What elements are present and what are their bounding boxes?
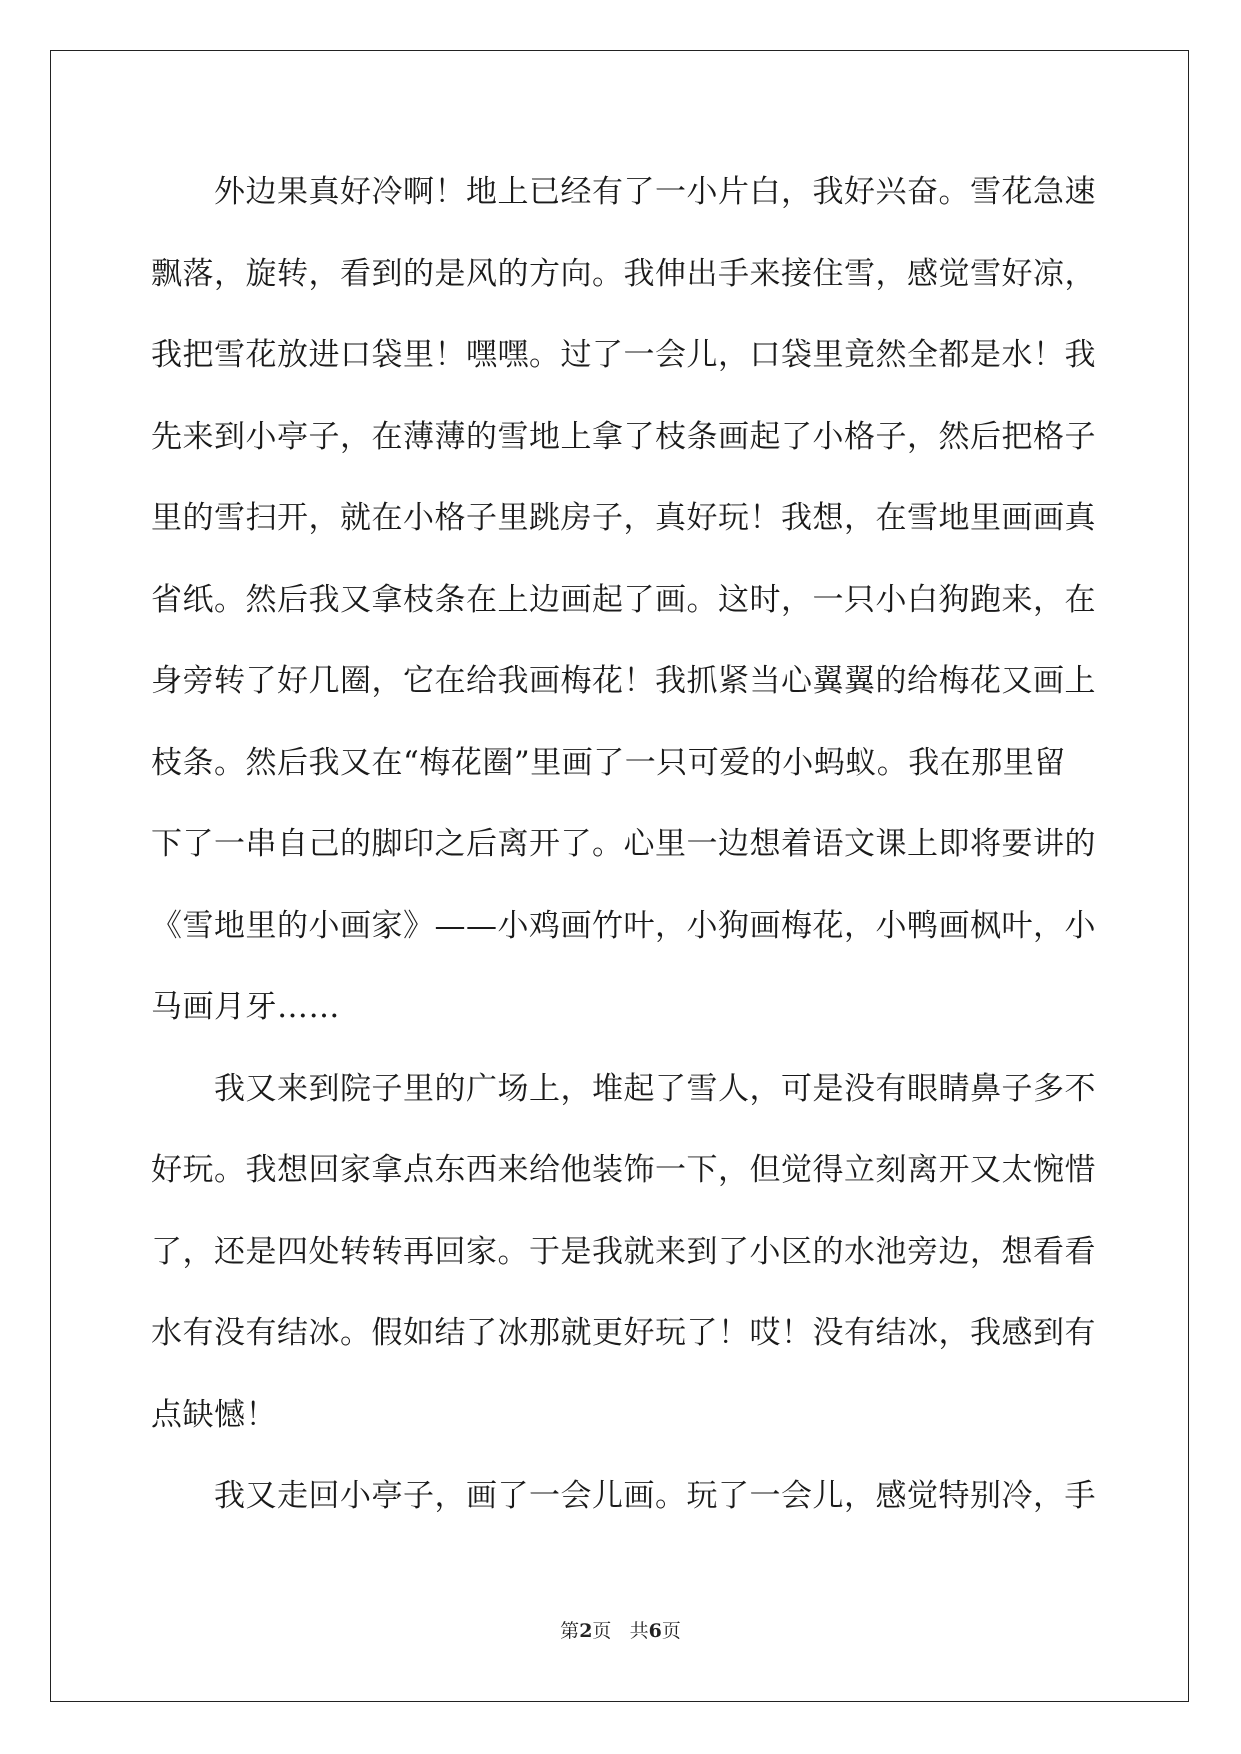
text-line: 水有没有结冰。假如结了冰那就更好玩了！哎！没有结冰，我感到有 [151, 1315, 1096, 1351]
text-line: 我把雪花放进口袋里！嘿嘿。过了一会儿，口袋里竟然全都是水！我 [151, 337, 1096, 373]
text-line: 枝条。然后我又在“梅花圈”里画了一只可爱的小蚂蚁。我在那里留 [151, 744, 1066, 781]
total-suffix: 页 [661, 1620, 681, 1642]
page-prefix: 第 [560, 1620, 580, 1642]
total-pages: 6 [648, 1620, 662, 1642]
text-line: 点缺憾！ [151, 1396, 277, 1433]
text-line: 了，还是四处转转再回家。于是我就来到了小区的水池旁边，想看看 [151, 1233, 1096, 1270]
text-line: 我又来到院子里的广场上，堆起了雪人，可是没有眼睛鼻子多不 [151, 1070, 1096, 1107]
text-line: 下了一串自己的脚印之后离开了。心里一边想着语文课上即将要讲的 [151, 826, 1096, 862]
text-line: 好玩。我想回家拿点东西来给他装饰一下，但觉得立刻离开又太惋惜 [151, 1152, 1096, 1188]
text-line: 身旁转了好几圈，它在给我画梅花！我抓紧当心翼翼的给梅花又画上 [151, 663, 1096, 699]
page-suffix: 页 [592, 1620, 612, 1642]
document-body [151, 158, 1096, 1544]
text-line: 马画月牙…… [151, 989, 340, 1025]
text-line: 我又走回小亭子，画了一会儿画。玩了一会儿，感觉特别冷，手 [151, 1478, 1096, 1514]
page-number: 2 [579, 1620, 593, 1642]
text-line: 飘落，旋转，看到的是风的方向。我伸出手来接住雪，感觉雪好凉， [151, 255, 1096, 292]
page-footer [0, 1616, 1241, 1643]
total-prefix: 共 [629, 1620, 649, 1642]
text-line: 外边果真好冷啊！地上已经有了一小片白，我好兴奋。雪花急速 [151, 174, 1096, 210]
text-line: 《雪地里的小画家》——小鸡画竹叶，小狗画梅花，小鸭画枫叶，小 [151, 907, 1096, 944]
text-line: 里的雪扫开，就在小格子里跳房子，真好玩！我想，在雪地里画画真 [151, 500, 1096, 536]
text-line: 省纸。然后我又拿枝条在上边画起了画。这时，一只小白狗跑来，在 [151, 581, 1096, 618]
text-line: 先来到小亭子，在薄薄的雪地上拿了枝条画起了小格子，然后把格子 [151, 418, 1096, 455]
